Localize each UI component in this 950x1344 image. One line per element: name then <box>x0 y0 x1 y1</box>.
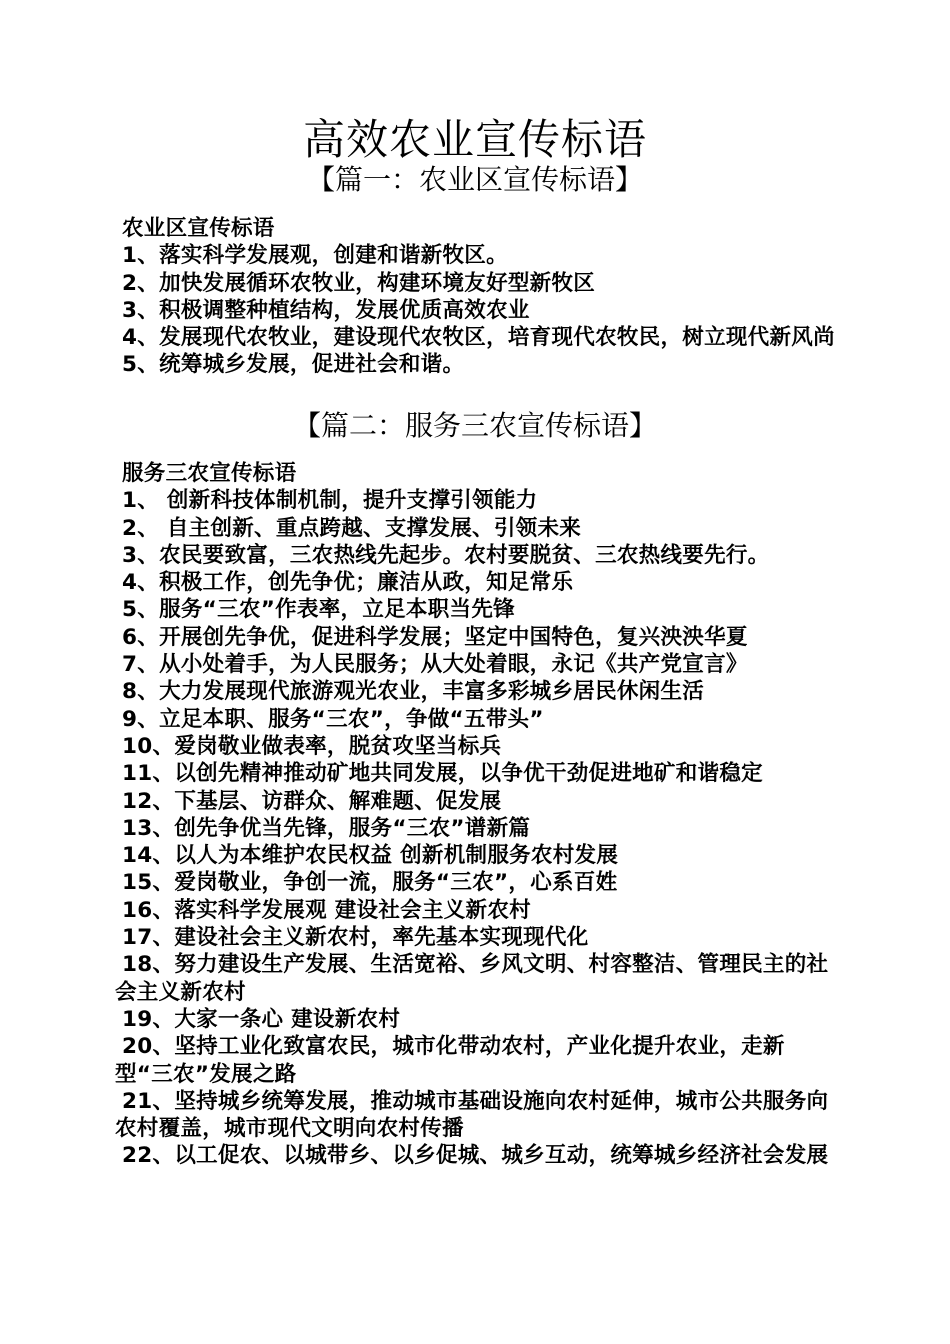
item-text: 爱岗敬业做表率，脱贫攻坚当标兵 <box>174 733 502 759</box>
item-number: 8、 <box>122 679 160 705</box>
list-item <box>115 242 835 269</box>
item-text: 积极工作，创先争优；廉洁从政，知足常乐 <box>159 570 574 596</box>
section-body <box>115 215 835 379</box>
item-number: 10、 <box>122 733 175 759</box>
section-title: 【篇二：服务三农宣传标语】 <box>292 409 657 442</box>
list-item <box>115 324 835 351</box>
item-number: 14、 <box>122 843 175 869</box>
item-text: 自主创新、重点跨越、支撑发展、引领未来 <box>159 515 582 541</box>
list-item <box>115 788 835 815</box>
list-item <box>115 297 835 324</box>
list-item <box>115 651 835 678</box>
item-text: 建设社会主义新农村，率先基本实现现代化 <box>174 925 589 951</box>
item-number: 3、 <box>122 297 160 323</box>
list-item <box>115 1088 835 1143</box>
item-number: 20、 <box>122 1034 175 1060</box>
item-text: 大家一条心 建设新农村 <box>174 1006 401 1032</box>
item-number: 3、 <box>122 542 160 568</box>
item-number: 15、 <box>122 870 175 896</box>
item-text: 服务“三农”作表率，立足本职当先锋 <box>159 597 515 623</box>
item-number: 5、 <box>122 352 160 378</box>
list-item <box>115 624 835 651</box>
section-heading: 服务三农宣传标语 <box>122 461 297 486</box>
list-item <box>115 733 835 760</box>
item-number: 6、 <box>122 624 160 650</box>
list-item <box>115 542 835 569</box>
item-number: 1、 <box>122 488 160 514</box>
document-title: 高效农业宣传标语 <box>302 115 647 164</box>
item-number: 12、 <box>122 788 175 814</box>
item-text: 开展创先争优，促进科学发展；坚定中国特色，复兴泱泱华夏 <box>159 624 748 650</box>
item-number: 4、 <box>122 570 160 596</box>
item-number: 2、 <box>122 270 160 296</box>
item-text: 下基层、访群众、解难题、促发展 <box>174 788 502 814</box>
item-number: 9、 <box>122 706 160 732</box>
slogan-list <box>115 487 835 1169</box>
item-text: 落实科学发展观 建设社会主义新农村 <box>174 897 531 923</box>
item-number: 13、 <box>122 815 175 841</box>
item-number: 7、 <box>122 652 160 678</box>
item-text: 加快发展循环农牧业，构建环境友好型新牧区 <box>159 270 596 296</box>
item-text: 努力建设生产发展、生活宽裕、乡风文明、村容整洁、管理民主的社会主义新农村 <box>115 952 829 1005</box>
item-text: 积极调整种植结构，发展优质高效农业 <box>159 297 530 323</box>
item-number: 11、 <box>122 761 175 787</box>
list-item <box>115 897 835 924</box>
list-item <box>115 924 835 951</box>
section-heading: 农业区宣传标语 <box>122 216 275 241</box>
list-item <box>115 1033 835 1088</box>
item-text: 从小处着手，为人民服务；从大处着眼，永记《共产党宣言》 <box>159 652 748 678</box>
item-text: 大力发展现代旅游观光农业，丰富多彩城乡居民休闲生活 <box>159 679 705 705</box>
item-text: 以工促农、以城带乡、以乡促城、城乡互动，统筹城乡经济社会发展 <box>174 1143 829 1169</box>
item-number: 1、 <box>122 243 160 269</box>
item-number: 16、 <box>122 897 175 923</box>
list-item <box>115 569 835 596</box>
section-body <box>115 460 835 1170</box>
item-number: 2、 <box>122 515 160 541</box>
item-text: 创新科技体制机制，提升支撑引领能力 <box>159 488 538 514</box>
item-number: 4、 <box>122 325 160 351</box>
item-text: 坚持工业化致富农民，城市化带动农村，产业化提升农业，走新型“三农”发展之路 <box>115 1034 785 1087</box>
item-number: 19、 <box>122 1006 175 1032</box>
list-item <box>115 1142 835 1169</box>
item-text: 爱岗敬业，争创一流，服务“三农”，心系百姓 <box>174 870 618 896</box>
list-item <box>115 515 835 542</box>
list-item <box>115 706 835 733</box>
list-item <box>115 760 835 787</box>
list-item <box>115 596 835 623</box>
list-item <box>115 270 835 297</box>
list-item <box>115 351 835 378</box>
list-item <box>115 487 835 514</box>
item-text: 以创先精神推动矿地共同发展，以争优干劲促进地矿和谐稳定 <box>174 761 763 787</box>
item-text: 落实科学发展观，创建和谐新牧区。 <box>159 243 508 269</box>
item-number: 17、 <box>122 925 175 951</box>
item-text: 统筹城乡发展，促进社会和谐。 <box>159 352 465 378</box>
item-number: 18、 <box>122 952 175 978</box>
item-number: 5、 <box>122 597 160 623</box>
item-text: 发展现代农牧业，建设现代农牧区，培育现代农牧民，树立现代新风尚 <box>159 325 835 351</box>
slogan-list <box>115 242 835 378</box>
item-text: 坚持城乡统筹发展，推动城市基础设施向农村延伸，城市公共服务向农村覆盖，城市现代文明向农村传播 <box>115 1088 829 1142</box>
item-number: 21、 <box>122 1088 175 1114</box>
list-item <box>115 1006 835 1033</box>
item-text: 农民要致富，三农热线先起步。农村要脱贫、三农热线要先行。 <box>159 542 770 568</box>
item-text: 创先争优当先锋，服务“三农”谱新篇 <box>174 815 531 841</box>
section-title: 【篇一：农业区宣传标语】 <box>306 163 643 196</box>
list-item <box>115 815 835 842</box>
item-number: 22、 <box>122 1143 175 1169</box>
item-text: 立足本职、服务“三农”，争做“五带头” <box>159 706 544 732</box>
list-item <box>115 951 835 1006</box>
list-item <box>115 842 835 869</box>
list-item <box>115 869 835 896</box>
item-text: 以人为本维护农民权益 创新机制服务农村发展 <box>174 843 619 869</box>
list-item <box>115 678 835 705</box>
